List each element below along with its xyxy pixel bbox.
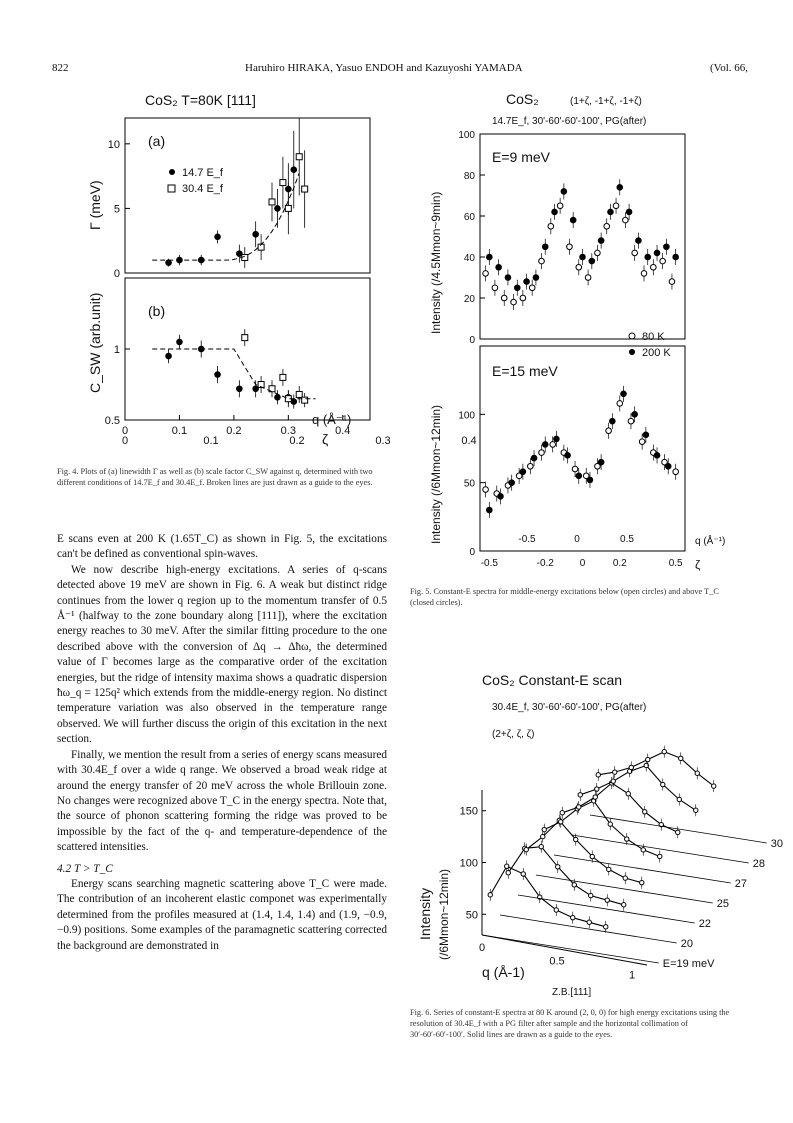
zeta-tick-label: 0.2: [289, 435, 305, 447]
data-point-filled: [542, 442, 548, 448]
paragraph-1: E scans even at 200 K (1.65T_C) as shown in Fig. 5, the excitations can't be defined as conventional spin-waves.: [57, 533, 387, 561]
data-point-filled: [509, 480, 515, 486]
data-point-filled: [636, 238, 642, 244]
fig5-zeta-label: ζ: [695, 558, 701, 572]
fig5-title: CoS₂: [506, 91, 539, 107]
data-point-open: [669, 279, 675, 285]
data-point-open: [285, 205, 291, 211]
running-head-authors: Haruhiro HIRAKA, Yasuo ENDOH and Kazuyoshi YAMADA: [245, 62, 523, 74]
y-tick-label: 100: [459, 857, 478, 870]
left-column-text: [57, 532, 387, 954]
data-point-filled: [610, 418, 616, 424]
data-point: [556, 865, 560, 869]
data-point: [611, 779, 615, 783]
data-point-filled: [166, 353, 172, 359]
data-point: [662, 749, 666, 753]
data-point: [542, 827, 546, 831]
q-tick-label: -0.5: [518, 534, 536, 545]
data-point-filled: [531, 455, 537, 461]
data-point-open: [296, 154, 302, 160]
zeta-tick-label: 0: [121, 435, 129, 447]
data-point-open: [585, 275, 591, 281]
fig6-ylabel-2: (/6Mmon~12min): [437, 868, 451, 960]
data-point: [571, 915, 575, 919]
data-point-filled: [496, 264, 502, 270]
x-tick-label: 0.4: [335, 425, 351, 437]
zeta-tick-label: 0.2: [612, 558, 627, 569]
zeta-tick-label: -0.2: [536, 558, 554, 569]
y-tick-label: 5: [113, 203, 120, 216]
data-point: [559, 820, 563, 824]
data-point: [613, 770, 617, 774]
fig4-legend-marker-filled: [169, 169, 175, 175]
data-point-filled: [524, 279, 530, 285]
data-point-open: [628, 418, 634, 424]
zeta-tick-label: 0.3: [375, 435, 391, 447]
data-point: [488, 893, 492, 897]
figure-5-caption: Fig. 5. Constant-E spectra for middle-energy excitations below (open circles) and above T_C (closed circles).: [410, 587, 719, 607]
data-point-filled: [291, 167, 297, 173]
data-point-filled: [617, 185, 623, 191]
data-point-filled: [673, 254, 679, 260]
data-point-open: [269, 199, 275, 205]
y-tick-label: 60: [463, 212, 475, 223]
y-tick-label: 50: [465, 909, 478, 922]
paragraph-2: We now describe high-energy excitations. A series of q-scans detected above 19 meV are shown in Fig. 6. A weak but distinct ridge continues from the lower q region up to the momentum transfer of 0.5 Å⁻¹ (halfway to the zone boundary along [111]), where the excitation energy reaches to 30 meV. After the similar fitting procedure to the one described above with the conversion of Δq → Δħω, the determined value of Γ becomes large as the comparative order of the excitation energies, but the ridge of intensity maxima shows a quadratic dispersion ħω_q = 125q² which extends from the middle-energy region. No distinct temperature variation was also observed in the temperature range observed. We will further discuss the origin of this excitation in the next section.: [57, 563, 387, 746]
fig6-zb-label: Z.B.[111]: [552, 987, 592, 998]
data-point-filled: [621, 391, 627, 397]
fig5-bottom-marks: [483, 386, 679, 518]
fig6-marks: [482, 746, 783, 970]
paragraph-4: Energy scans searching magnetic scattering above T_C were made. The contribution of an incoherent elastic componet was experimentally determined from the profiles measured at (1.4, 1.4, 1.4) and (1.9, −0.9, −0.9) positions. Some examples of the paramagnetic scattering corrected the background are demonstrated in: [57, 877, 387, 952]
data-point-open: [550, 442, 556, 448]
fig4-legend-2: 30.4 E_f: [182, 183, 223, 195]
data-point: [625, 837, 629, 841]
fig6-q-label: q (Å-1): [482, 964, 525, 980]
fig6-ylabel-1: Intensity: [417, 887, 433, 940]
data-point-filled: [215, 372, 221, 378]
data-point-open: [520, 295, 526, 301]
data-point: [640, 880, 644, 884]
fig5-ylabel-bottom: Intensity (/6Mmon~12min): [429, 404, 443, 544]
data-point-filled: [520, 469, 526, 475]
data-point-filled: [166, 260, 172, 266]
y-tick-label: 0: [113, 268, 120, 280]
data-point-open: [302, 186, 308, 192]
energy-label: 27: [734, 878, 747, 890]
data-point-filled: [487, 254, 493, 260]
data-point-filled: [533, 275, 539, 281]
section-heading: 4.2 T > T_C: [57, 862, 113, 875]
data-point: [712, 784, 716, 788]
energy-label: 30: [770, 838, 783, 850]
fig5-top-marks: [483, 179, 679, 310]
data-point-filled: [177, 339, 183, 345]
data-point-open: [242, 335, 248, 341]
fig4-panel-b-label: (b): [148, 303, 166, 319]
fig5-legend-1: 80 K: [642, 331, 665, 343]
baseline: [554, 855, 731, 883]
data-point-open: [501, 295, 507, 301]
figure-6: [410, 665, 783, 1010]
fig6-axes: [460, 790, 647, 981]
energy-label: 22: [698, 918, 711, 930]
data-point-open: [557, 203, 563, 209]
data-point-open: [302, 397, 308, 403]
data-point: [643, 810, 647, 814]
data-point-open: [280, 374, 286, 380]
fig4-ylabel-b: C_SW (arb.unit): [87, 292, 103, 393]
zeta-tick-label: 0.4: [461, 435, 477, 447]
fig5-legend-2: 200 K: [642, 347, 671, 359]
fig5-direction: (1+ζ, -1+ζ, -1+ζ): [570, 96, 642, 107]
data-point-filled: [632, 412, 638, 418]
data-point-open: [529, 285, 535, 291]
figure-6-caption: Fig. 6. Series of constant-E spectra at 80 K around (2, 0, 0) for high energy excitations using the resolution of 30.4E_f with a PG filter after sample and the horizontal collimation of 30′-60′-60′-100′. Solid lines are drawn as a guide to the eyes.: [410, 1008, 730, 1039]
data-point: [646, 757, 650, 761]
data-point: [577, 805, 581, 809]
data-point: [506, 871, 510, 875]
data-point-filled: [587, 477, 593, 483]
data-point-open: [632, 250, 638, 256]
y-tick-label: 150: [459, 805, 478, 818]
data-point: [574, 837, 578, 841]
data-point: [658, 854, 662, 858]
q-tick-label: 0.5: [549, 955, 565, 968]
data-point-open: [576, 264, 582, 270]
data-point-filled: [665, 463, 671, 469]
data-point-filled: [654, 250, 660, 256]
data-point-filled: [498, 494, 504, 500]
data-point-open: [613, 203, 619, 209]
y-tick-label: 100: [458, 410, 475, 422]
x-tick-label: 0.3: [280, 425, 296, 437]
data-point-open: [548, 223, 554, 229]
figure-5: [410, 84, 755, 574]
data-point-open: [623, 217, 629, 223]
figure-4-caption: Fig. 4. Plots of (a) linewidth Γ as well as (b) scale factor C_SW against q, determined with two different conditions of 14.7E_f and 30.4E_f. Broken lines are just drawn as a guide to the eyes.: [57, 467, 373, 487]
data-point-open: [280, 180, 286, 186]
data-point-filled: [576, 473, 582, 479]
fig4-legend-1: 14.7 E_f: [182, 167, 223, 179]
data-point-filled: [570, 217, 576, 223]
x-tick-label: 0.1: [171, 425, 188, 437]
fig6-title: CoS₂ Constant-E scan: [482, 672, 623, 688]
data-point: [578, 793, 582, 797]
data-point: [554, 908, 558, 912]
data-point: [608, 822, 612, 826]
data-point-open: [651, 264, 657, 270]
data-point-filled: [589, 258, 595, 264]
data-point: [694, 808, 698, 812]
y-tick-label: 80: [463, 171, 475, 182]
data-point-open: [641, 271, 647, 277]
guide-line: [152, 349, 315, 399]
data-point-open: [492, 285, 498, 291]
y-tick-label: 100: [458, 130, 475, 141]
data-point-open: [572, 466, 578, 472]
data-point-open: [604, 223, 610, 229]
energy-label: 25: [716, 898, 729, 910]
fig4-legend-marker-open: [168, 185, 175, 192]
data-point: [593, 795, 597, 799]
fig5-legend-marker-filled: [629, 349, 635, 355]
data-point-open: [483, 271, 489, 277]
data-point-open: [595, 250, 601, 256]
fig4-q-label: q (Å⁻¹): [312, 412, 352, 427]
fig5-label-bottom: E=15 meV: [492, 363, 558, 379]
q-tick-label: 0.5: [620, 534, 634, 545]
data-point-filled: [237, 386, 243, 392]
data-point: [661, 782, 665, 786]
data-point-filled: [561, 189, 567, 195]
data-point: [607, 867, 611, 871]
fig5-bottom-axes: [458, 410, 683, 569]
energy-label: 28: [752, 858, 765, 870]
q-tick-label: 0: [478, 942, 486, 954]
data-point-filled: [275, 206, 281, 212]
data-point-filled: [542, 244, 548, 250]
zeta-tick-label: 0: [579, 558, 586, 569]
fig6-conditions: 30.4E_f, 30'-60'-60'-100', PG(after): [492, 702, 647, 713]
data-point-open: [617, 401, 623, 407]
data-point: [695, 771, 699, 775]
data-point-filled: [487, 507, 493, 513]
fig4-zeta-label: ζ: [322, 431, 329, 447]
data-point: [604, 925, 608, 929]
data-point-open: [483, 487, 489, 493]
data-point-filled: [552, 209, 558, 215]
data-point-filled: [514, 285, 520, 291]
data-point-open: [567, 244, 573, 250]
q-tick-label: 1: [628, 969, 636, 982]
fig5-conditions: 14.7E_f, 30'-60'-60'-100', PG(after): [492, 116, 647, 127]
fig4-panel-a-marks: [152, 118, 307, 268]
data-point-filled: [654, 453, 660, 459]
data-point: [539, 844, 543, 848]
data-point-filled: [554, 436, 560, 442]
data-point: [626, 792, 630, 796]
data-point-open: [673, 469, 679, 475]
y-tick-label: 1: [113, 344, 120, 356]
energy-label: E=19 meV: [662, 958, 715, 970]
data-point-filled: [580, 254, 586, 260]
data-point: [677, 797, 681, 801]
y-tick-label: 10: [107, 138, 120, 151]
baseline: [500, 915, 677, 943]
data-point: [521, 872, 525, 876]
fig4-panel-a-label: (a): [148, 133, 166, 149]
energy-label: 20: [680, 938, 693, 950]
volume-label: (Vol. 66,: [710, 62, 748, 74]
data-point-open: [511, 299, 517, 305]
data-point: [629, 765, 633, 769]
page-number: 822: [52, 62, 69, 74]
baseline: [482, 935, 659, 963]
data-point-filled: [565, 453, 571, 459]
data-point: [679, 756, 683, 760]
fig5-top-axes: [458, 130, 485, 346]
zeta-tick-label: 0.1: [203, 435, 219, 447]
y-tick-label: 0: [469, 335, 475, 346]
data-point-open: [639, 439, 645, 445]
fig4-panel-a-axes: [108, 139, 130, 280]
data-point: [589, 893, 593, 897]
y-tick-label: 20: [463, 294, 475, 305]
y-tick-label: 0.5: [104, 415, 120, 427]
q-tick-label: 0: [574, 534, 580, 545]
data-point: [623, 876, 627, 880]
data-point: [595, 787, 599, 791]
data-point-open: [539, 258, 545, 264]
data-point-open: [528, 463, 534, 469]
fig6-direction: (2+ζ, ζ, ζ): [492, 729, 535, 740]
data-point-filled: [505, 275, 511, 281]
data-point-filled: [608, 209, 614, 215]
data-point-filled: [253, 231, 259, 237]
data-point: [622, 903, 626, 907]
data-point-open: [296, 391, 302, 397]
x-tick-label: 0: [121, 425, 129, 437]
fig5-legend-marker-open: [629, 333, 635, 339]
data-point: [572, 883, 576, 887]
data-point-filled: [215, 234, 221, 240]
data-point: [590, 854, 594, 858]
data-point-filled: [645, 254, 651, 260]
data-point: [560, 811, 564, 815]
y-tick-label: 0: [469, 547, 475, 558]
fig4-title: CoS₂ T=80K [111]: [145, 92, 256, 108]
y-tick-label: 40: [463, 253, 475, 264]
fig5-label-top: E=9 meV: [492, 149, 550, 165]
data-point-filled: [275, 394, 281, 400]
data-point-open: [660, 258, 666, 264]
data-point: [641, 848, 645, 852]
fig5-ylabel-top: Intensity (/4.5Mmon~9min): [429, 191, 443, 334]
y-tick-label: 50: [463, 478, 475, 490]
zeta-tick-label: -0.5: [480, 558, 498, 569]
data-point: [596, 773, 600, 777]
paragraph-3: Finally, we mention the result from a series of energy scans measured with 30.4E_f over a wide q range. We observed a broad weak ridge at around the energy transfer of 20 meV across the whole Brillouin zone. No changes were recognized above T_C in the energy spectra. Note that, the source of phonon scattering forming the ridge was proved to be impossible by the fact of the q- and temperature-dependence of the scattered intensities.: [57, 748, 387, 854]
data-point-open: [606, 428, 612, 434]
data-point-filled: [643, 432, 649, 438]
data-point: [587, 920, 591, 924]
x-tick-label: 0.2: [226, 425, 242, 437]
fig4-panel-b-marks: [152, 329, 315, 409]
fig5-q-label: q (Å⁻¹): [695, 536, 726, 547]
zeta-tick-label: 0.5: [668, 558, 683, 569]
data-point-filled: [598, 459, 604, 465]
data-point: [524, 847, 528, 851]
data-point: [605, 898, 609, 902]
data-point: [676, 830, 680, 834]
data-point-open: [539, 450, 545, 456]
data-point-filled: [598, 238, 604, 244]
data-point-filled: [664, 244, 670, 250]
data-point-filled: [626, 209, 632, 215]
fig4-ylabel-a: Γ (meV): [87, 180, 103, 230]
